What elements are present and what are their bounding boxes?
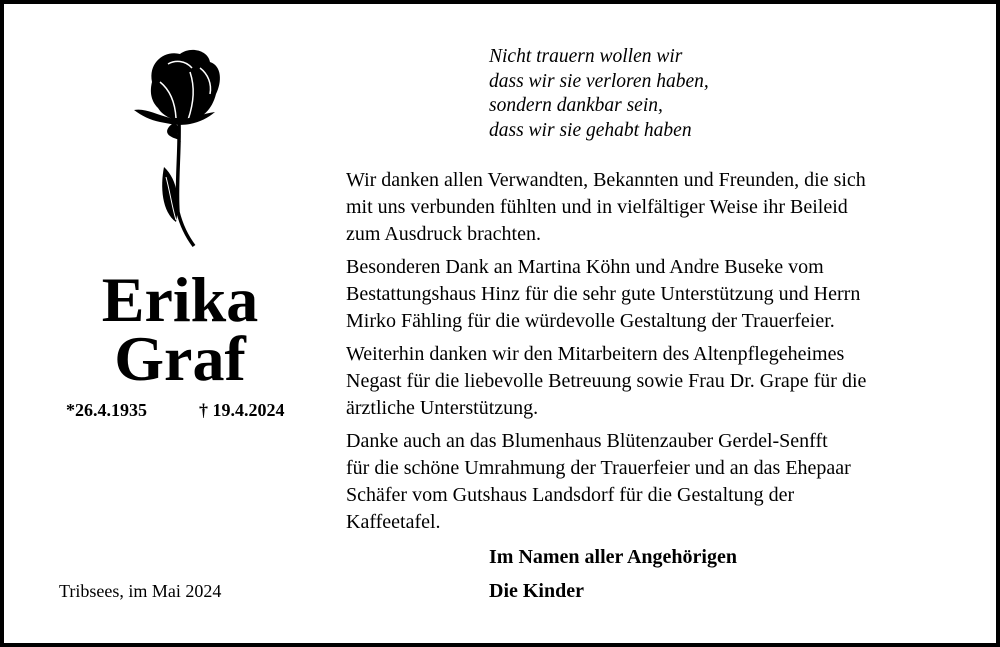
text-line: Mirko Fähling für die würdevolle Gestaltung der Trauerfeier. [346,310,835,332]
poem-line: dass wir sie verloren haben, [489,70,709,92]
poem-line: dass wir sie gehabt haben [489,119,692,141]
last-name: Graf [114,323,246,394]
text-line: Kaffeetafel. [346,511,441,533]
text-line: Negast für die liebevolle Betreuung sowie Frau Dr. Grape für die [346,370,867,392]
text-line: zum Ausdruck brachten. [346,223,541,245]
text-line: für die schöne Umrahmung der Trauerfeier und an das Ehepaar [346,457,851,479]
text-line: Wir danken allen Verwandten, Bekannten und Freunden, die sich [346,169,866,191]
text-line: Bestattungshaus Hinz für die sehr gute Unterstützung und Herrn [346,283,861,305]
text-line: ärztliche Unterstützung. [346,397,539,419]
text-line: Danke auch an das Blumenhaus Blütenzauber Gerdel-Senfft [346,430,828,452]
rose-icon [130,42,230,252]
paragraph [346,254,966,335]
text-line: Besonderen Dank an Martina Köhn und Andre Buseke vom [346,256,824,278]
text-line: mit uns verbunden fühlten und in vielfältiger Weise ihr Beileid [346,196,848,218]
thanks-text [346,167,966,542]
signature-line-2: Die Kinder [489,580,584,602]
poem-line: sondern dankbar sein, [489,95,663,116]
paragraph [346,167,966,248]
first-name: Erika [101,264,259,335]
poem-line: Nicht trauern wollen wir [489,46,683,67]
poem [489,45,709,143]
text-line: Weiterhin danken wir den Mitarbeitern des Altenpflegeheimes [346,343,845,365]
paragraph [346,428,966,536]
paragraph [346,341,966,422]
place-date: Tribsees, im Mai 2024 [59,581,222,601]
death-date: † 19.4.2024 [199,400,285,420]
text-line: Schäfer vom Gutshaus Landsdorf für die Gestaltung der [346,484,795,506]
birth-date: *26.4.1935 [66,400,147,420]
signature-line-1: Im Namen aller Angehörigen [489,546,737,568]
